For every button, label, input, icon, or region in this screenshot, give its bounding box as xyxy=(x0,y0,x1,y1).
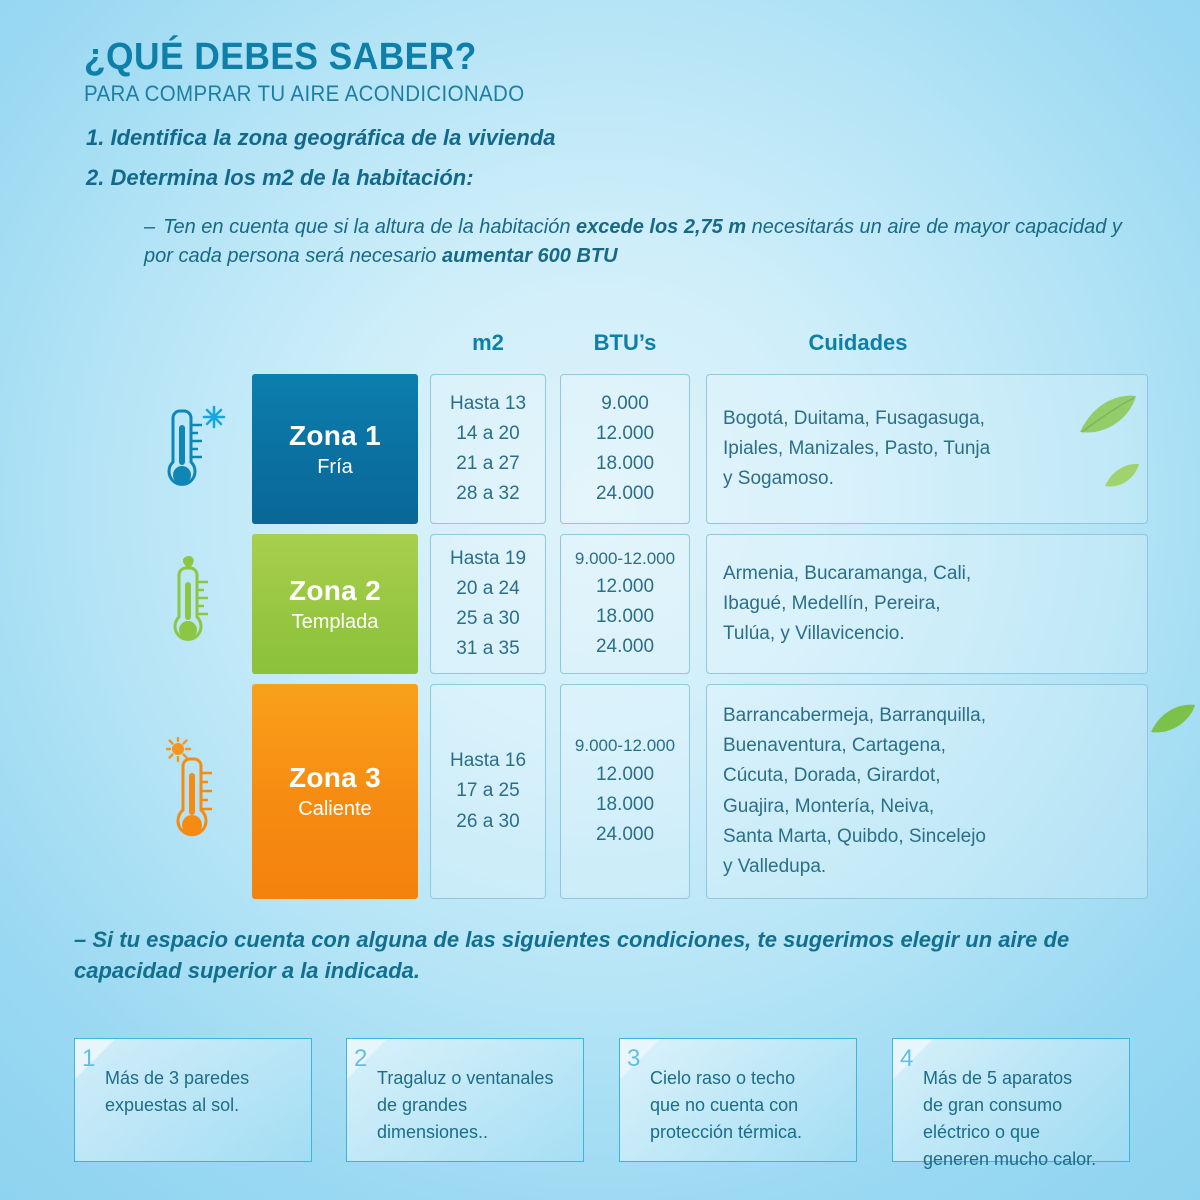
btu-value: 24.000 xyxy=(595,823,655,845)
m2-value: 25 a 30 xyxy=(456,608,520,629)
sun-icon xyxy=(166,737,190,761)
cell-cuidades xyxy=(706,374,1148,524)
note-text-2: necesitarás un aire de mayor capacidad y por cada persona será necesario xyxy=(144,216,1122,267)
cuidades-line: Buenaventura, Cartagena, xyxy=(723,735,946,757)
cell-btu xyxy=(560,374,690,524)
m2-value: 14 a 20 xyxy=(456,422,520,444)
thermometer-mild-icon xyxy=(148,534,248,674)
cuidades-line: Cúcuta, Dorada, Girardot, xyxy=(723,765,941,787)
cuidades-line: Guajira, Montería, Neiva, xyxy=(723,795,935,817)
cell-m2 xyxy=(430,534,546,674)
cuidades-line: Ibagué, Medellín, Pereira, xyxy=(723,592,941,614)
step-1: 1. Identifica la zona geográfica de la vivienda xyxy=(86,125,556,150)
cell-btu xyxy=(560,534,690,674)
column-header-btu: BTU’s xyxy=(593,330,657,355)
m2-value: 26 a 30 xyxy=(456,810,520,832)
zones-table xyxy=(148,330,1048,909)
header xyxy=(0,0,1200,271)
zone-type: Templada xyxy=(291,610,379,633)
zone-type: Fría xyxy=(317,455,353,478)
m2-value: Hasta 16 xyxy=(449,750,527,772)
condition-card xyxy=(892,1038,1130,1169)
column-header-m2: m2 xyxy=(472,330,504,355)
btu-value: 12.000 xyxy=(595,422,655,444)
card-line: de grandes xyxy=(377,1095,468,1115)
card-number: 1 xyxy=(82,1045,96,1072)
note-bold-1: excede los 2,75 m xyxy=(576,216,747,238)
note-bold-2: aumentar 600 BTU xyxy=(441,245,618,267)
btu-value: 12.000 xyxy=(595,763,655,785)
leaf-icon xyxy=(1150,702,1196,736)
btu-value: 9.000 xyxy=(601,392,649,414)
cell-m2 xyxy=(430,374,546,524)
m2-value: Hasta 13 xyxy=(449,392,527,414)
zone-badge-1 xyxy=(252,374,418,524)
m2-value: 31 a 35 xyxy=(456,638,520,660)
m2-value: 21 a 27 xyxy=(456,453,520,474)
btu-value: 24.000 xyxy=(595,636,655,658)
card-line: expuestas al sol. xyxy=(105,1095,240,1115)
btu-value: 18.000 xyxy=(595,606,655,628)
step-2: 2. Determina los m2 de la habitación: xyxy=(86,165,474,190)
table-column-headers xyxy=(148,330,1048,374)
m2-value: 17 a 25 xyxy=(456,780,520,802)
btu-value: 12.000 xyxy=(595,576,655,598)
card-line: eléctrico o que xyxy=(923,1122,1041,1142)
card-line: que no cuenta con xyxy=(650,1095,799,1115)
note-dash: – xyxy=(144,216,156,238)
height-note xyxy=(144,213,1134,271)
btu-value: 9.000-12.000 xyxy=(574,548,676,568)
card-number: 4 xyxy=(900,1045,914,1072)
thermometer-hot-icon xyxy=(148,684,248,899)
page-subtitle: PARA COMPRAR TU AIRE ACONDICIONADO xyxy=(84,81,525,106)
cuidades-line: Ipiales, Manizales, Pasto, Tunja xyxy=(723,437,991,459)
zone-badge-2 xyxy=(252,534,418,674)
card-line: dimensiones.. xyxy=(377,1122,489,1142)
zone-badge-3 xyxy=(252,684,418,899)
bottom-note: – Si tu espacio cuenta con alguna de las siguientes condiciones, te sugerimos elegir un aire de capacidad superior a la indicada. xyxy=(74,927,1070,983)
zone-name: Zona 1 xyxy=(288,419,382,451)
card-line: Cielo raso o techo xyxy=(650,1068,796,1088)
cuidades-line: Tulúa, y Villavicencio. xyxy=(723,623,905,644)
m2-value: 20 a 24 xyxy=(456,577,520,599)
btu-value: 24.000 xyxy=(595,483,655,505)
page-title: ¿QUÉ DEBES SABER? xyxy=(84,36,477,78)
cuidades-line: Santa Marta, Quibdo, Sincelejo xyxy=(723,825,986,847)
cuidades-line: Barrancabermeja, Barranquilla, xyxy=(723,705,986,727)
condition-card xyxy=(74,1038,312,1162)
zone-type: Caliente xyxy=(298,798,372,820)
m2-value: Hasta 19 xyxy=(449,547,527,569)
table-row xyxy=(148,534,1048,674)
cuidades-line: Armenia, Bucaramanga, Cali, xyxy=(723,562,972,584)
cell-cuidades xyxy=(706,534,1148,674)
card-line: protección térmica. xyxy=(650,1122,803,1142)
conditions-cards xyxy=(74,1038,1134,1169)
btu-value: 18.000 xyxy=(595,793,655,815)
card-number: 2 xyxy=(354,1045,368,1072)
btu-value: 18.000 xyxy=(595,453,655,474)
note-text-1: Ten en cuenta que si la altura de la habitación xyxy=(163,216,577,238)
btu-value: 9.000-12.000 xyxy=(574,736,676,756)
card-line: Tragaluz o ventanales xyxy=(377,1068,554,1088)
cuidades-line: y Valledupa. xyxy=(723,855,827,877)
column-header-cuidades: Cuidades xyxy=(808,330,908,355)
card-line: generen mucho calor. xyxy=(923,1149,1097,1169)
m2-value: 28 a 32 xyxy=(456,483,520,505)
table-row xyxy=(148,374,1048,524)
card-number: 3 xyxy=(627,1045,641,1072)
thermometer-cold-icon xyxy=(148,374,248,524)
cell-btu xyxy=(560,684,690,899)
card-line: Más de 5 aparatos xyxy=(923,1068,1073,1088)
cuidades-line: Bogotá, Duitama, Fusagasuga, xyxy=(723,407,985,429)
cell-m2 xyxy=(430,684,546,899)
cell-cuidades xyxy=(706,684,1148,899)
card-line: Más de 3 paredes xyxy=(105,1068,250,1088)
condition-card xyxy=(619,1038,857,1162)
table-row xyxy=(148,684,1048,899)
card-line: de gran consumo xyxy=(923,1095,1063,1115)
zone-name: Zona 3 xyxy=(288,762,382,793)
cuidades-line: y Sogamoso. xyxy=(723,468,834,489)
zone-name: Zona 2 xyxy=(288,574,382,606)
condition-card xyxy=(346,1038,584,1162)
